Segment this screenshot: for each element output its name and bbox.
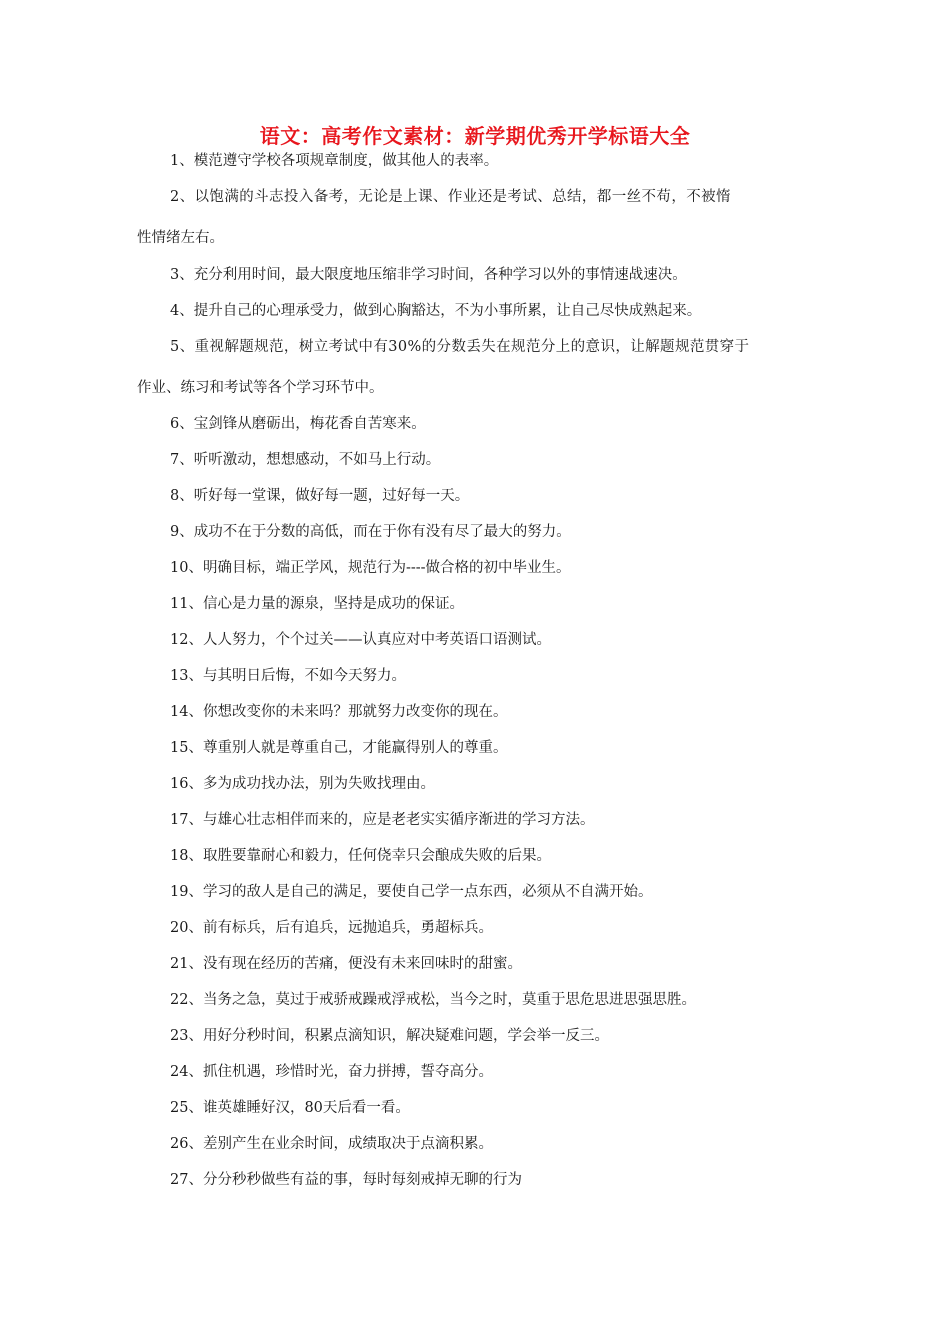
slogan-4: 4、提升自己的心理承受力，做到心胸豁达，不为小事所累，让自己尽快成熟起来。 bbox=[170, 303, 702, 319]
slogan-22: 22、当务之急，莫过于戒骄戒躁戒浮戒松，当今之时，莫重于思危思进思强思胜。 bbox=[170, 992, 696, 1008]
slogan-19: 19、学习的敌人是自己的满足，要使自己学一点东西，必须从不自满开始。 bbox=[170, 884, 653, 900]
slogan-15: 15、尊重别人就是尊重自己，才能赢得别人的尊重。 bbox=[170, 740, 508, 756]
slogan-7: 7、听听激动，想想感动，不如马上行动。 bbox=[170, 452, 441, 468]
slogan-12: 12、人人努力，个个过关——认真应对中考英语口语测试。 bbox=[170, 632, 551, 648]
slogan-13: 13、与其明日后悔，不如今天努力。 bbox=[170, 668, 406, 684]
document-title: 语文：高考作文素材：新学期优秀开学标语大全 bbox=[259, 124, 691, 148]
slogan-17: 17、与雄心壮志相伴而来的，应是老老实实循序渐进的学习方法。 bbox=[170, 812, 595, 828]
slogan-8: 8、听好每一堂课，做好每一题，过好每一天。 bbox=[170, 488, 470, 504]
slogan-23: 23、用好分秒时间，积累点滴知识，解决疑难问题，学会举一反三。 bbox=[170, 1028, 609, 1044]
slogan-11: 11、信心是力量的源泉，坚持是成功的保证。 bbox=[170, 596, 464, 612]
slogan-10: 10、明确目标，端正学风，规范行为----做合格的初中毕业生。 bbox=[170, 560, 571, 576]
slogan-21: 21、没有现在经历的苦痛，便没有未来回味时的甜蜜。 bbox=[170, 956, 522, 972]
slogan-2-continued: 性情绪左右。 bbox=[137, 230, 224, 246]
slogan-26: 26、差别产生在业余时间，成绩取决于点滴积累。 bbox=[170, 1136, 493, 1152]
slogan-27: 27、分分秒秒做些有益的事，每时每刻戒掉无聊的行为 bbox=[170, 1172, 522, 1188]
slogan-24: 24、抓住机遇，珍惜时光，奋力拼搏，誓夺高分。 bbox=[170, 1064, 493, 1080]
slogan-3: 3、充分利用时间，最大限度地压缩非学习时间，各种学习以外的事情速战速决。 bbox=[170, 267, 687, 283]
slogan-5-continued: 作业、练习和考试等各个学习环节中。 bbox=[137, 380, 384, 396]
slogan-20: 20、前有标兵，后有追兵，远抛追兵，勇超标兵。 bbox=[170, 920, 493, 936]
slogan-25: 25、谁英雄睡好汉，80天后看一看。 bbox=[170, 1100, 410, 1116]
slogan-18: 18、取胜要靠耐心和毅力，任何侥幸只会酿成失败的后果。 bbox=[170, 848, 551, 864]
slogan-16: 16、多为成功找办法，别为失败找理由。 bbox=[170, 776, 435, 792]
slogan-2: 2、以饱满的斗志投入备考，无论是上课、作业还是考试、总结，都一丝不苟，不被惰 bbox=[170, 189, 731, 205]
slogan-9: 9、成功不在于分数的高低，而在于你有没有尽了最大的努力。 bbox=[170, 524, 571, 540]
slogan-6: 6、宝剑锋从磨砺出，梅花香自苦寒来。 bbox=[170, 416, 426, 432]
slogan-1: 1、模范遵守学校各项规章制度，做其他人的表率。 bbox=[170, 153, 499, 169]
slogan-5: 5、重视解题规范，树立考试中有30%的分数丢失在规范分上的意识，让解题规范贯穿于 bbox=[170, 339, 750, 355]
slogan-14: 14、你想改变你的未来吗？那就努力改变你的现在。 bbox=[170, 704, 508, 720]
